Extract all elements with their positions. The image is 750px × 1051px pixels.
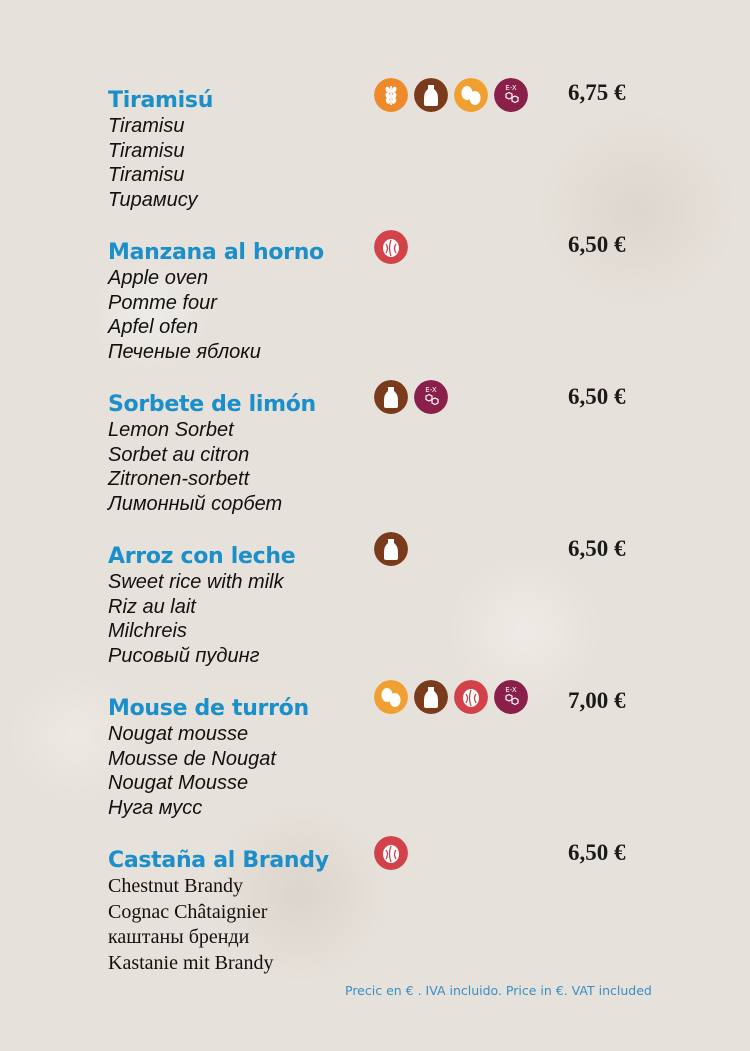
item-translation: Pomme four bbox=[108, 291, 217, 314]
item-price: 6,50 € bbox=[568, 384, 626, 409]
menu-item-castana-al-brandy bbox=[108, 840, 668, 976]
item-translation: Kastanie mit Brandy bbox=[108, 951, 274, 974]
item-translation: Рисовый пудинг bbox=[108, 645, 260, 668]
item-price: 7,00 € bbox=[568, 688, 626, 713]
item-translation: Cognac Châtaignier bbox=[108, 900, 268, 923]
nuts-icon bbox=[374, 230, 408, 264]
sulphites-icon bbox=[494, 680, 528, 714]
menu-item-mouse-de-turron bbox=[108, 688, 668, 821]
menu-item-manzana-al-horno bbox=[108, 232, 668, 365]
item-translation: Tiramisu bbox=[108, 164, 185, 187]
price-note: Precic en € . IVA incluido. Price in €. VAT included bbox=[345, 983, 652, 998]
item-translation: Milchreis bbox=[108, 620, 187, 643]
menu-item-sorbete-de-limon bbox=[108, 384, 668, 517]
item-translation: Mousse de Nougat bbox=[108, 747, 276, 770]
item-translation: Nougat mousse bbox=[108, 723, 249, 745]
menu-item-arroz-con-leche bbox=[108, 536, 668, 669]
item-translation: Zitronen-sorbett bbox=[108, 468, 250, 491]
egg-icon bbox=[374, 680, 408, 714]
item-price: 6,50 € bbox=[568, 840, 626, 865]
item-translation: Riz au lait bbox=[108, 595, 196, 618]
item-translation: Apple oven bbox=[108, 267, 209, 289]
item-translation: Sweet rice with milk bbox=[108, 571, 284, 593]
nuts-icon bbox=[454, 680, 488, 714]
item-translation: каштаны бренди bbox=[108, 926, 250, 948]
sulphites-icon bbox=[494, 78, 528, 112]
item-translation: Лимонный сорбет bbox=[108, 493, 283, 516]
item-title: Sorbete de limón bbox=[108, 392, 316, 417]
milk-icon bbox=[374, 532, 408, 566]
item-price: 6,50 € bbox=[568, 536, 626, 561]
sulphites-icon bbox=[414, 380, 448, 414]
gluten-icon bbox=[374, 78, 408, 112]
item-translation: Tiramisu bbox=[108, 115, 185, 137]
item-translation: Apfel ofen bbox=[108, 316, 199, 339]
item-translation: Печеные яблоки bbox=[108, 341, 261, 364]
milk-icon bbox=[414, 680, 448, 714]
item-translation: Тирамису bbox=[108, 189, 198, 212]
item-title: Castaña al Brandy bbox=[108, 848, 329, 873]
item-price: 6,50 € bbox=[568, 232, 626, 257]
item-translation: Nougat Mousse bbox=[108, 772, 249, 795]
item-translation: Lemon Sorbet bbox=[108, 419, 234, 441]
item-title: Tiramisú bbox=[108, 88, 214, 113]
item-price: 6,75 € bbox=[568, 80, 626, 105]
item-translation: Sorbet au citron bbox=[108, 443, 250, 466]
item-title: Mouse de turrón bbox=[108, 696, 309, 721]
egg-icon bbox=[454, 78, 488, 112]
menu-item-tiramisu bbox=[108, 80, 668, 213]
milk-icon bbox=[414, 78, 448, 112]
item-translation: Chestnut Brandy bbox=[108, 875, 243, 897]
item-title: Manzana al horno bbox=[108, 240, 324, 265]
nuts-icon bbox=[374, 836, 408, 870]
milk-icon bbox=[374, 380, 408, 414]
item-translation: Нуга мусс bbox=[108, 797, 203, 820]
item-translation: Tiramisu bbox=[108, 139, 185, 162]
item-title: Arroz con leche bbox=[108, 544, 296, 569]
